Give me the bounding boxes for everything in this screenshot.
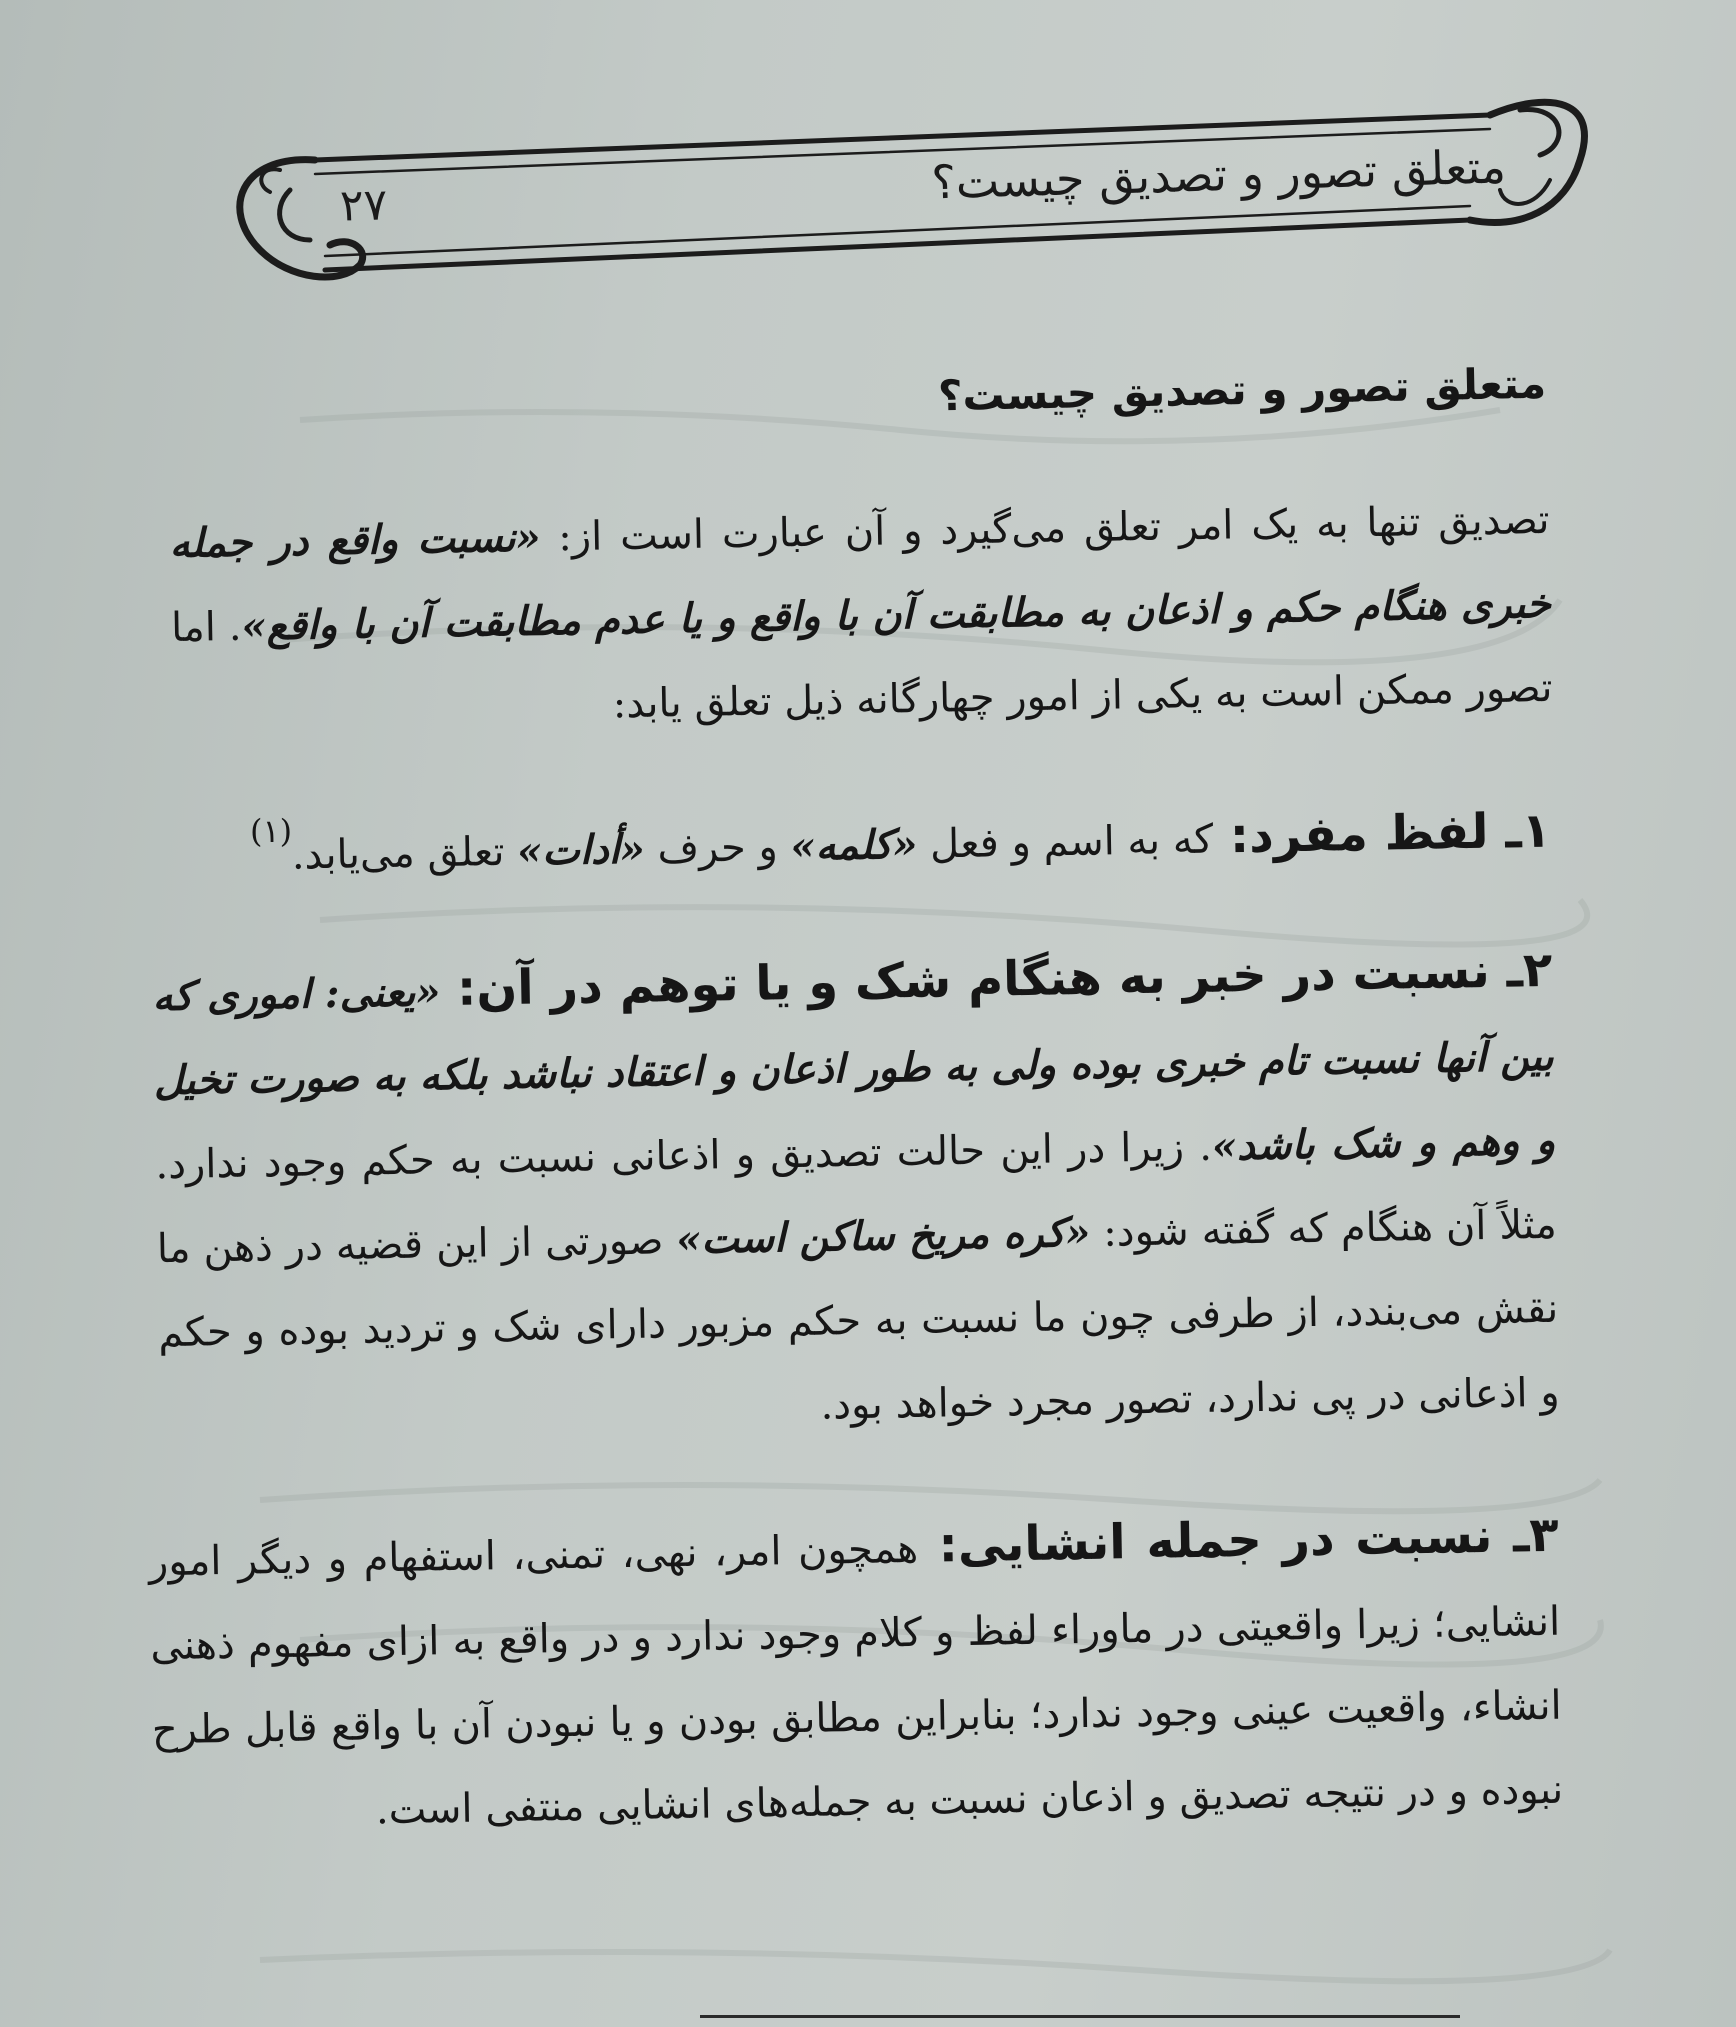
item-1-text-3: تعلق می‌یابد. bbox=[291, 828, 518, 879]
item-1-quote-2: «أدات» bbox=[516, 825, 646, 875]
paragraph-item-2 bbox=[152, 928, 1561, 1459]
item-2-text-2: صورتی از این قضیه در ذهن ما نقش می‌بندد، از طرفی چون ما نسبت به حکم مزبور دارای شک و تردید بوده و حکم و اذعانی در پی ندارد، تصور مجرد خواهد بود. bbox=[156, 1217, 1560, 1429]
intro-text-2: . اما تصور ممکن است به یکی از امور چهارگانه ذیل تعلق یابد: bbox=[170, 603, 1553, 728]
paragraph-intro bbox=[169, 478, 1553, 754]
item-3-heading: ۳ـ نسبت در جمله انشایی: bbox=[917, 1506, 1560, 1574]
item-1-quote-1: «کلمه» bbox=[790, 820, 918, 870]
item-2-example-quote: «کره مریخ ساکن است» bbox=[675, 1208, 1091, 1264]
intro-definition-quote: «نسبت واقع در جمله خبری هنگام حکم و اذعان به مطابقت آن با واقع و یا عدم مطابقت آن با واقع» bbox=[169, 513, 1552, 650]
item-3-text: همچون امر، نهی، تمنی، استفهام و دیگر امور انشایی؛ زیرا واقعیتی در ماوراء لفظ و کلام وجود ندارد و در واقع به ازای مفهوم ذهنی انشاء، واقعیت عینی وجود ندارد؛ بنابراین مطابق بودن و یا نبودن آن با واقع قابل طرح نبوده و در نتیجه تصدیق و اذعان نسبت به جمله‌های انشایی منتفی است. bbox=[148, 1525, 1564, 1834]
section-title: متعلق تصور و تصدیق چیست؟ bbox=[937, 358, 1547, 421]
paragraph-item-3 bbox=[148, 1493, 1564, 1857]
footnote-marker: (۱) bbox=[250, 812, 293, 850]
running-title: متعلق تصور و تصدیق چیست؟ bbox=[930, 139, 1507, 210]
item-2-heading: ۲ـ نسبت در خبر به هنگام شک و یا توهم در آن: bbox=[439, 941, 1553, 1018]
item-2-text-1: . زیرا در این حالت تصدیق و اذعانی نسبت به حکم وجود ندارد. مثلاً آن هنگام که گفته شود: bbox=[154, 1123, 1558, 1256]
item-1-text-2: و حرف bbox=[644, 823, 791, 873]
item-2-explanation-quote: «یعنی: اموری که بین آنها نسبت تام خبری بوده ولی به طور اذعان و اعتقاد نباشد بلکه به صورت تخیل و وهم و شک باشد» bbox=[152, 968, 1556, 1170]
footnote-separator-line bbox=[700, 2015, 1460, 2018]
intro-text-1: تصدیق تنها به یک امر تعلق می‌گیرد و آن عبارت است از: bbox=[540, 496, 1550, 561]
item-1-heading: ۱ـ لفظ مفرد: bbox=[1212, 802, 1552, 865]
page-number: ۲۷ bbox=[339, 179, 388, 232]
item-1-text-1: که به اسم و فعل bbox=[916, 816, 1214, 868]
